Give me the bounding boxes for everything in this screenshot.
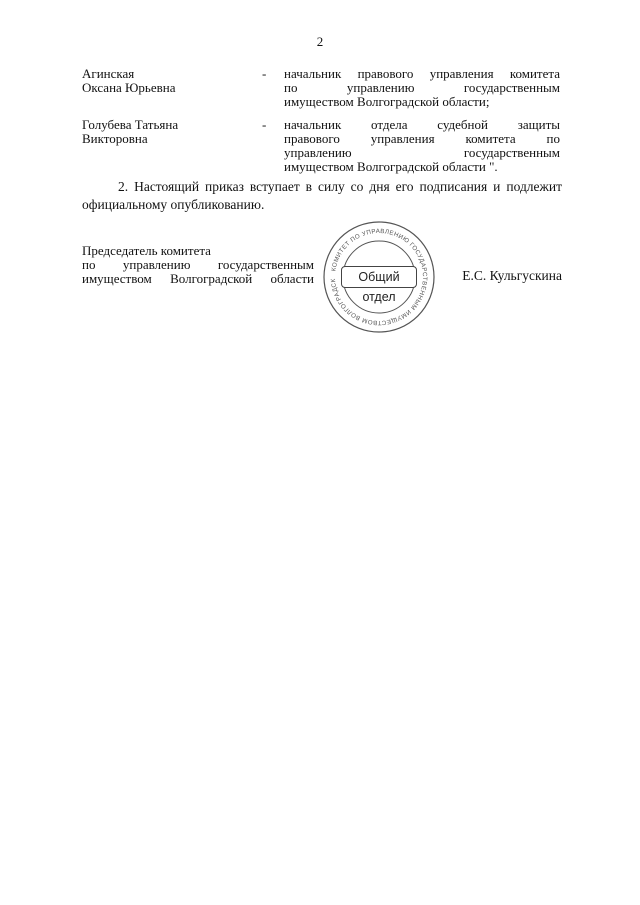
order-paragraph: 2. Настоящий приказ вступает в силу со дня его подписания и подлежит официальному опубликованию. bbox=[82, 179, 562, 212]
person-name-line: Оксана Юрьевна bbox=[82, 80, 176, 95]
signature-block bbox=[82, 227, 562, 334]
duty-line: имуществом Волгоградской области ". bbox=[284, 159, 498, 174]
person-name-line: Голубева Татьяна bbox=[82, 117, 179, 132]
dash-separator: - bbox=[262, 117, 267, 132]
person-name bbox=[82, 118, 252, 146]
page-number: 2 bbox=[316, 34, 324, 49]
list-item bbox=[82, 67, 560, 113]
duty-line: правового управления комитета по bbox=[284, 131, 560, 146]
person-duty bbox=[284, 118, 560, 174]
duty-line: начальник отдела судебной защиты bbox=[284, 117, 560, 132]
position-line: по управлению государственным bbox=[82, 257, 314, 272]
signer-name: Е.С. Кульгускина bbox=[462, 268, 562, 283]
person-duty bbox=[284, 67, 560, 109]
signer-position bbox=[82, 244, 314, 286]
duty-line: имуществом Волгоградской области; bbox=[284, 94, 490, 109]
dash-separator: - bbox=[262, 66, 267, 81]
position-line: Председатель комитета bbox=[82, 243, 211, 258]
stamp-label: Общий отдел bbox=[341, 266, 417, 288]
person-name bbox=[82, 67, 252, 95]
list-item bbox=[82, 118, 560, 178]
stamp-ring-text: КОМИТЕТ ПО УПРАВЛЕНИЮ ГОСУДАРСТВЕННЫМ ИМУЩЕСТВОМ ВОЛГОГРАДСК bbox=[329, 227, 429, 327]
official-stamp bbox=[322, 220, 436, 334]
duty-line: начальник правового управления комитета bbox=[284, 66, 560, 81]
duty-line: управлению государственным bbox=[284, 145, 560, 160]
person-name-line: Агинская bbox=[82, 66, 135, 81]
position-line: имуществом Волгоградской области bbox=[82, 271, 314, 286]
person-name-line: Викторовна bbox=[82, 131, 148, 146]
duty-line: по управлению государственным bbox=[284, 80, 560, 95]
